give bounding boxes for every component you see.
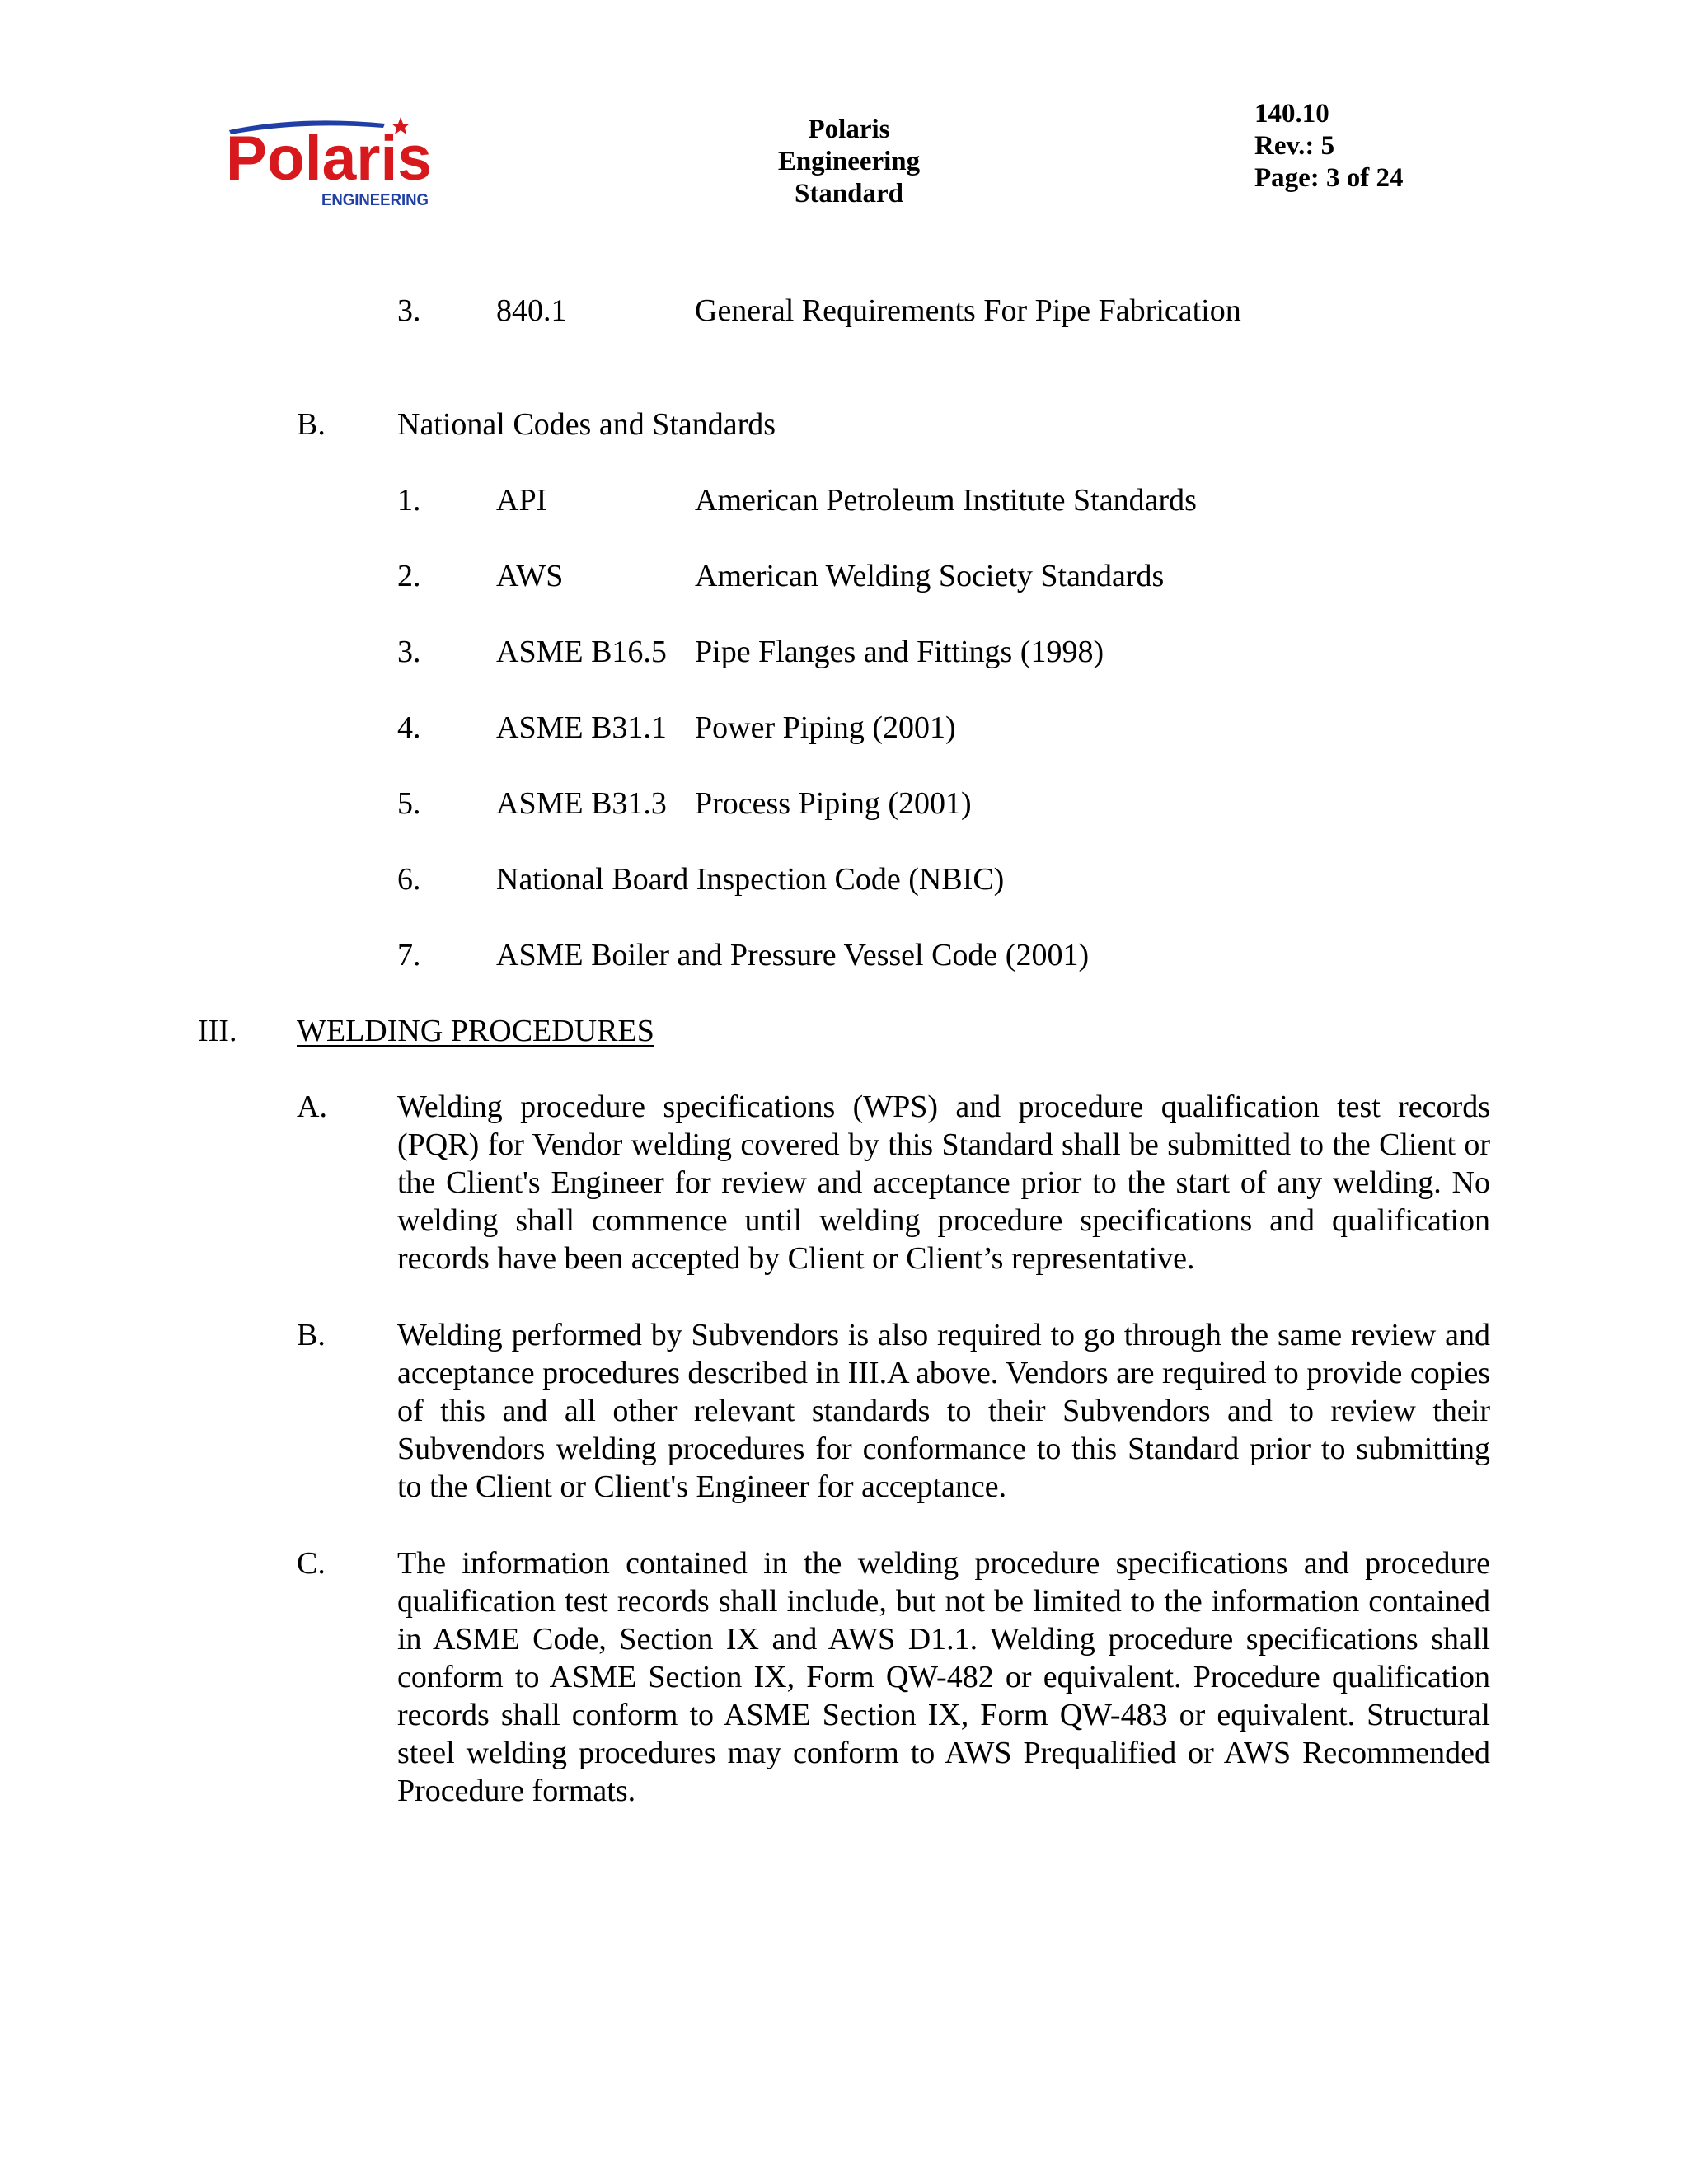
paragraph-b-letter: B. — [297, 1318, 326, 1352]
logo-word: Polaris — [226, 124, 432, 194]
page-number: Page: 3 of 24 — [1254, 163, 1404, 193]
logo-sub: ENGINEERING — [321, 191, 429, 209]
list-item-code: ASME B31.1 — [496, 710, 667, 745]
standard-title-line-3: Standard — [794, 179, 904, 209]
standard-title-line-2: Engineering — [777, 147, 921, 176]
list-item-code: AWS — [496, 559, 564, 593]
paragraph-a-text: Welding procedure specifications (WPS) and procedure qualification test records (PQR) for Vendor welding covered by this Standard shall be submitted to the Client or the Client's Engineer for review and acceptance prior to the start of any welding. No welding shall commence until welding procedure specifications and qualification records have been accepted by Client or Client’s representative. — [397, 1090, 1490, 1276]
list-item-description: American Welding Society Standards — [695, 559, 1165, 593]
polaris-logo — [224, 112, 438, 211]
list-item-number: 6. — [397, 862, 421, 897]
standard-title — [725, 114, 973, 210]
paragraph-a-letter: A. — [297, 1090, 327, 1124]
section-iii-heading: WELDING PROCEDURES — [297, 1014, 654, 1048]
continued-item-code: 840.1 — [496, 293, 567, 328]
continued-item-description: General Requirements For Pipe Fabrication — [695, 293, 1241, 328]
section-b-letter: B. — [297, 407, 326, 442]
list-item-code: ASME B31.3 — [496, 786, 667, 821]
list-item-description: Power Piping (2001) — [695, 710, 956, 745]
paragraph-b-text: Welding performed by Subvendors is also required to go through the same review and acceptance procedures described in III.A above. Vendors are required to provide copies of this and all other relevant standards to their Subvendors and to review their Subvendors welding procedures for conformance to this Standard prior to submitting to the Client or Client's Engineer for acceptance. — [397, 1318, 1490, 1504]
list-item-number: 1. — [397, 483, 421, 518]
paragraph-c-letter: C. — [297, 1546, 326, 1581]
list-item-description: Process Piping (2001) — [695, 786, 972, 821]
list-item-text: National Board Inspection Code (NBIC) — [496, 862, 1005, 897]
list-item-number: 7. — [397, 938, 421, 972]
list-item-text: ASME Boiler and Pressure Vessel Code (2001) — [496, 938, 1090, 972]
list-item-number: 2. — [397, 559, 421, 593]
list-item-number: 3. — [397, 635, 421, 669]
section-iii-numeral: III. — [198, 1014, 237, 1048]
list-item-number: 4. — [397, 710, 421, 745]
list-item-description: American Petroleum Institute Standards — [695, 483, 1197, 518]
document-meta — [1254, 98, 1404, 194]
list-item-number: 5. — [397, 786, 421, 821]
standard-title-line-1: Polaris — [808, 115, 890, 144]
list-item-description: Pipe Flanges and Fittings (1998) — [695, 635, 1104, 669]
continued-item-number: 3. — [397, 293, 421, 328]
list-item-code: API — [496, 483, 547, 518]
list-item-code: ASME B16.5 — [496, 635, 667, 669]
section-b-title: National Codes and Standards — [397, 407, 776, 442]
paragraph-c-text: The information contained in the welding procedure specifications and procedure qualification test records shall include, but not be limited to the information contained in ASME Code, Section IX and AWS D1.1. Welding procedure specifications shall conform to ASME Section IX, Form QW-482 or equivalent. Procedure qualification records shall conform to ASME Section IX, Form QW-483 or equivalent. Structural steel welding procedures may conform to AWS Prequalified or AWS Recommended Procedure formats. — [397, 1546, 1490, 1808]
document-number: 140.10 — [1254, 99, 1329, 129]
revision-number: Rev.: 5 — [1254, 131, 1335, 161]
